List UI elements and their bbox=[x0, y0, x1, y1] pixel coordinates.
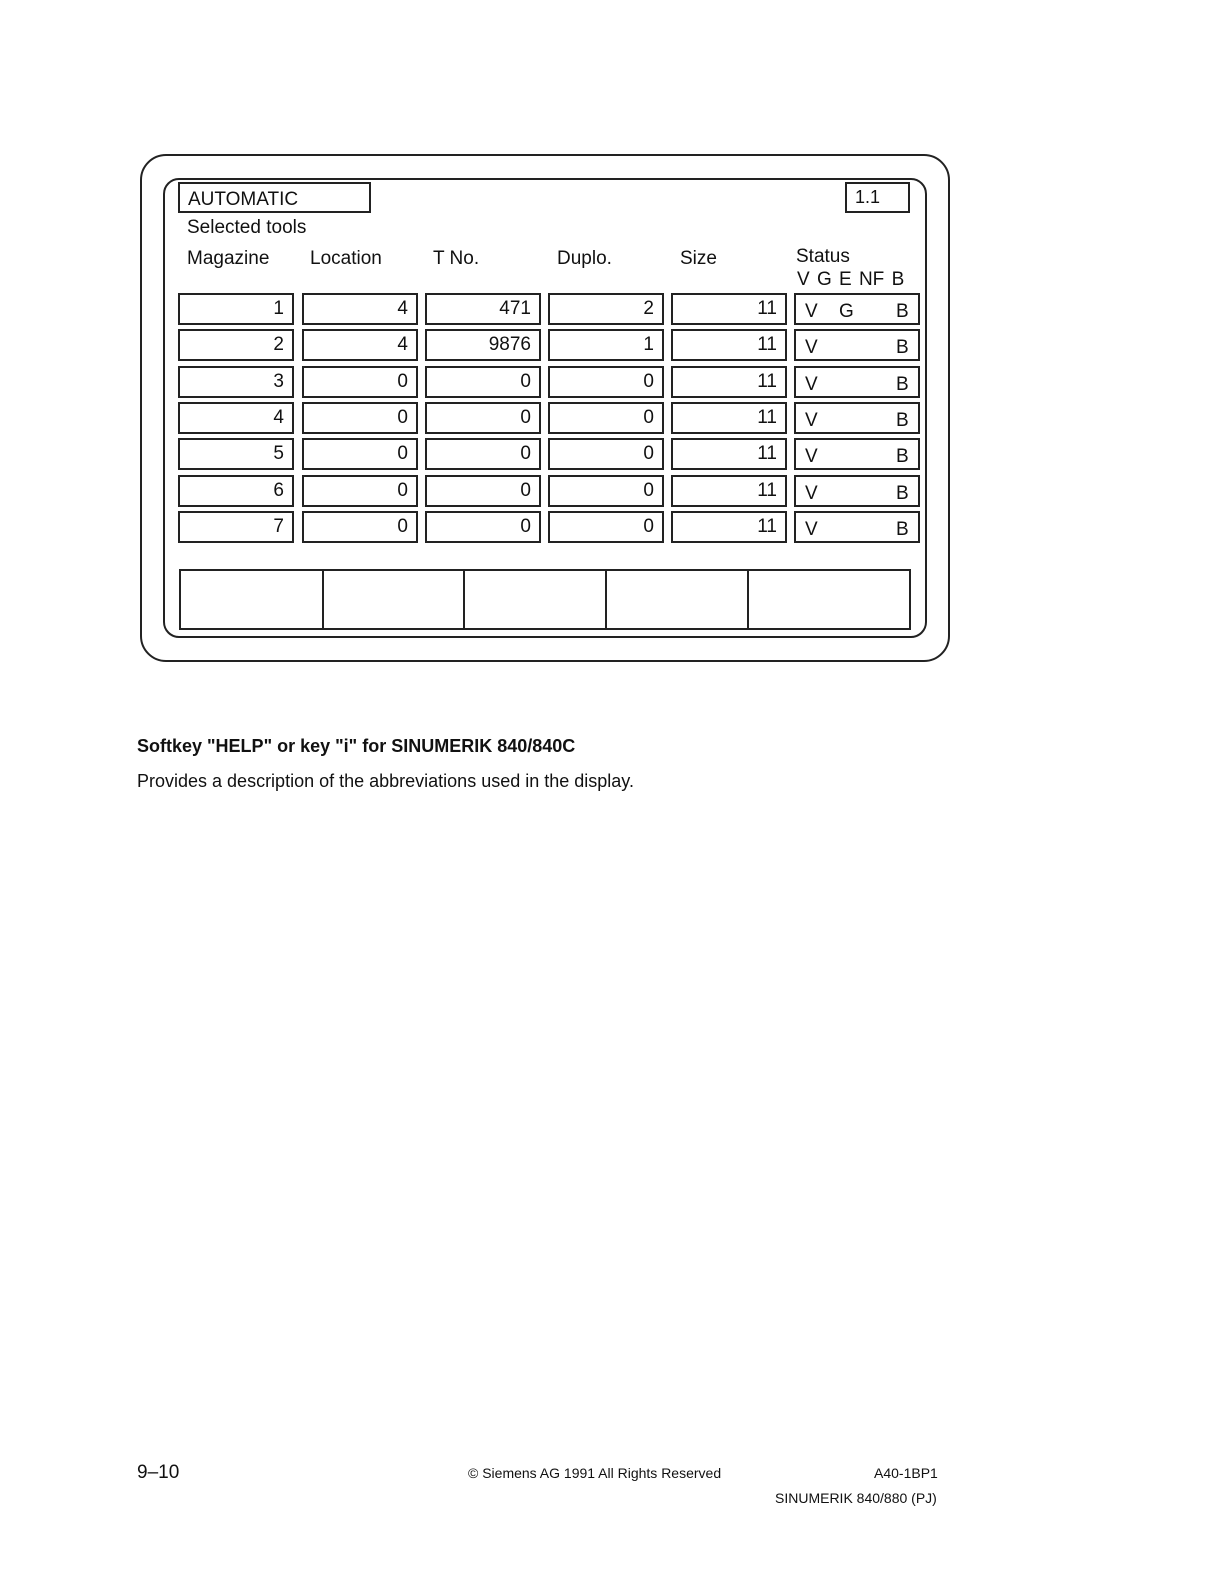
cell-t-no: 9876 bbox=[425, 329, 541, 361]
column-header-location: Location bbox=[310, 248, 382, 269]
operating-mode-field: AUTOMATIC bbox=[178, 182, 371, 213]
cell-size: 11 bbox=[671, 511, 787, 543]
page-number-field: 1.1 bbox=[845, 182, 910, 213]
cell-location: 4 bbox=[302, 293, 418, 325]
cell-size: 11 bbox=[671, 329, 787, 361]
footer-product-name: SINUMERIK 840/880 (PJ) bbox=[775, 1490, 937, 1506]
status-flag-b: B bbox=[896, 301, 909, 322]
cell-status bbox=[794, 366, 920, 398]
status-flag-b: B bbox=[896, 483, 909, 504]
cell-location: 0 bbox=[302, 511, 418, 543]
cell-status bbox=[794, 329, 920, 361]
softkey-5[interactable] bbox=[749, 571, 909, 628]
softkey-2[interactable] bbox=[324, 571, 465, 628]
cell-status bbox=[794, 475, 920, 507]
softkey-1[interactable] bbox=[181, 571, 324, 628]
status-flag-b: B bbox=[896, 337, 909, 358]
cell-t-no: 471 bbox=[425, 293, 541, 325]
cell-status bbox=[794, 511, 920, 543]
cell-status bbox=[794, 293, 920, 325]
status-flag-b: B bbox=[896, 374, 909, 395]
column-header-size: Size bbox=[680, 248, 717, 269]
cell-magazine: 2 bbox=[178, 329, 294, 361]
status-flag-v: V bbox=[805, 519, 818, 540]
cell-size: 11 bbox=[671, 366, 787, 398]
softkey-4[interactable] bbox=[607, 571, 749, 628]
footer-document-code: A40-1BP1 bbox=[874, 1465, 938, 1481]
cell-location: 0 bbox=[302, 366, 418, 398]
cell-t-no: 0 bbox=[425, 475, 541, 507]
status-flag-v: V bbox=[805, 446, 818, 467]
screen-subtitle: Selected tools bbox=[187, 217, 307, 238]
cell-magazine: 5 bbox=[178, 438, 294, 470]
status-flag-v: V bbox=[805, 337, 818, 358]
status-flag-v: V bbox=[805, 301, 818, 322]
cell-duplo: 2 bbox=[548, 293, 664, 325]
cell-size: 11 bbox=[671, 475, 787, 507]
cell-location: 0 bbox=[302, 402, 418, 434]
cell-t-no: 0 bbox=[425, 402, 541, 434]
column-header-status: Status bbox=[796, 246, 850, 267]
cell-location: 0 bbox=[302, 475, 418, 507]
cell-magazine: 1 bbox=[178, 293, 294, 325]
cell-magazine: 6 bbox=[178, 475, 294, 507]
cell-duplo: 0 bbox=[548, 402, 664, 434]
help-heading: Softkey "HELP" or key "i" for SINUMERIK 840/840C bbox=[137, 736, 576, 756]
cell-size: 11 bbox=[671, 293, 787, 325]
cell-t-no: 0 bbox=[425, 511, 541, 543]
cell-magazine: 4 bbox=[178, 402, 294, 434]
footer-copyright: © Siemens AG 1991 All Rights Reserved bbox=[468, 1465, 722, 1481]
cell-magazine: 7 bbox=[178, 511, 294, 543]
status-flag-g: G bbox=[839, 301, 854, 322]
cell-duplo: 0 bbox=[548, 511, 664, 543]
cell-t-no: 0 bbox=[425, 438, 541, 470]
status-flags-header: V G E NF B bbox=[797, 269, 905, 290]
cell-size: 11 bbox=[671, 438, 787, 470]
cell-location: 4 bbox=[302, 329, 418, 361]
column-header-magazine: Magazine bbox=[187, 248, 270, 269]
cell-t-no: 0 bbox=[425, 366, 541, 398]
status-flag-b: B bbox=[896, 446, 909, 467]
cell-status bbox=[794, 438, 920, 470]
column-header-t-no: T No. bbox=[433, 248, 480, 269]
cell-status bbox=[794, 402, 920, 434]
cell-location: 0 bbox=[302, 438, 418, 470]
cell-size: 11 bbox=[671, 402, 787, 434]
status-flag-b: B bbox=[896, 410, 909, 431]
status-flag-b: B bbox=[896, 519, 909, 540]
cell-magazine: 3 bbox=[178, 366, 294, 398]
footer-page-number: 9–10 bbox=[137, 1462, 180, 1483]
softkey-bar bbox=[179, 569, 911, 630]
status-flag-v: V bbox=[805, 410, 818, 431]
help-description: Provides a description of the abbreviations used in the display. bbox=[137, 771, 634, 791]
column-header-duplo: Duplo. bbox=[557, 248, 612, 269]
status-flag-v: V bbox=[805, 483, 818, 504]
cell-duplo: 0 bbox=[548, 438, 664, 470]
cell-duplo: 0 bbox=[548, 475, 664, 507]
cell-duplo: 0 bbox=[548, 366, 664, 398]
status-flag-v: V bbox=[805, 374, 818, 395]
softkey-3[interactable] bbox=[465, 571, 607, 628]
cell-duplo: 1 bbox=[548, 329, 664, 361]
